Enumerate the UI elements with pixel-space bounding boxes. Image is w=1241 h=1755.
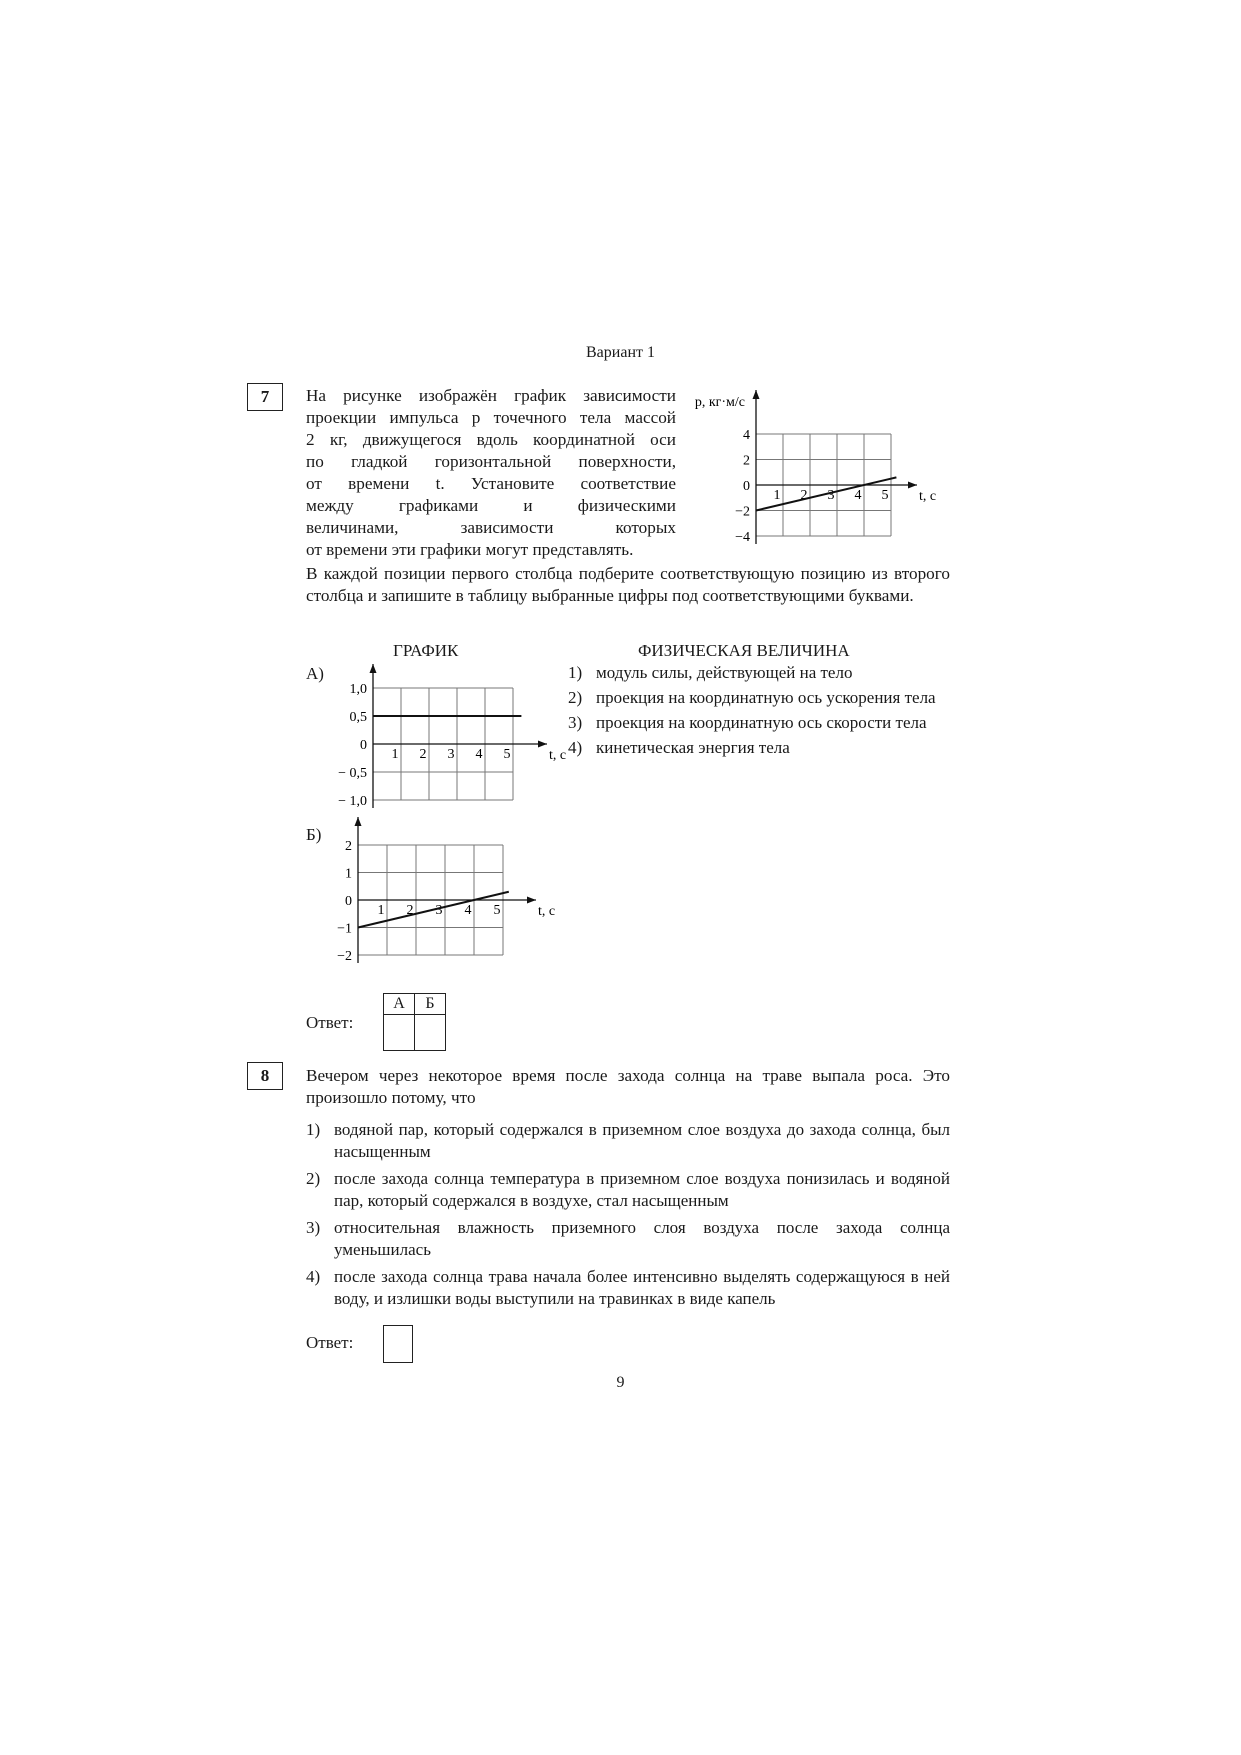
q8-option-3: 3) относительная влажность приземного слоя воздуха после захода солнца уменьшилась (306, 1218, 950, 1259)
column-header-quantity: ФИЗИЧЕСКАЯ ВЕЛИЧИНА (638, 641, 850, 660)
x-tick-label: 4 (475, 747, 483, 762)
question-number-8: 8 (247, 1062, 283, 1090)
x-tick-label: 3 (435, 903, 443, 918)
x-tick-label: 1 (377, 903, 385, 918)
answer-cell-b[interactable] (415, 1015, 446, 1051)
x-tick-label: 3 (447, 747, 455, 762)
q7-option-4: 4) кинетическая энергия тела (568, 738, 790, 757)
graph-b-label: Б) (306, 825, 322, 844)
y-tick-label: 1 (345, 866, 352, 882)
q8-options (306, 1119, 950, 1313)
q7-intro-line: от времени t. Установите соответствие (306, 474, 676, 493)
q7-intro (306, 385, 676, 561)
q8-option-2: 2) после захода солнца температура в приземном слое воздуха понизилась и водяной пар, который содержался в воздухе, стал насыщенным (306, 1169, 950, 1210)
q7-intro-line: На рисунке изображён график зависимости (306, 386, 676, 405)
graph-a-chart (320, 660, 567, 820)
q8-option-4: 4) после захода солнца трава начала более интенсивно выделять содержащуюся в ней воду, и излишки воды выступили на травинках в виде капель (306, 1267, 950, 1308)
q7-intro-line: проекции импульса p точечного тела массой (306, 408, 676, 427)
q7-intro-line: 2 кг, движущегося вдоль координатной оси (306, 430, 676, 449)
q8-answer-label: Ответ: (306, 1333, 354, 1352)
y-tick-label: −2 (337, 949, 352, 964)
y-tick-label: 2 (345, 839, 352, 854)
y-axis-arrow (753, 390, 760, 399)
x-tick-label: 1 (391, 747, 399, 762)
x-axis-arrow (527, 897, 536, 904)
y-axis-label: p, кг·м/с (694, 395, 745, 410)
graph-b-chart (320, 815, 560, 975)
y-tick-label: 0 (743, 479, 750, 494)
x-axis-label: t, с (919, 489, 937, 504)
x-tick-label: 2 (406, 903, 414, 918)
y-tick-label: − 1,0 (338, 794, 367, 809)
answer-cell-a[interactable] (384, 1015, 415, 1051)
x-tick-label: 5 (493, 903, 501, 918)
q7-option-3: 3) проекция на координатную ось скорости тела (568, 713, 927, 732)
x-axis-label: t, с (538, 904, 556, 919)
q8-answer-box[interactable] (383, 1325, 413, 1363)
question-number-7: 7 (247, 383, 283, 411)
momentum-chart (680, 385, 950, 560)
x-axis-arrow (538, 741, 547, 748)
q7-answer-table (383, 993, 446, 1051)
x-axis-arrow (908, 482, 917, 489)
x-tick-label: 1 (773, 488, 781, 503)
y-axis-arrow (355, 817, 362, 826)
y-tick-label: −1 (337, 921, 352, 937)
q7-option-1: 1) модуль силы, действующей на тело (568, 663, 853, 682)
answer-col-b: Б (415, 994, 446, 1015)
column-header-graph: ГРАФИК (393, 641, 459, 660)
page-header: Вариант 1 (586, 344, 655, 361)
q7-intro-line: от времени эти графики могут представлять. (306, 540, 634, 559)
y-tick-label: 0,5 (349, 710, 367, 725)
x-tick-label: 4 (854, 488, 862, 503)
y-tick-label: 2 (743, 453, 750, 469)
x-axis-label: t, с (549, 748, 567, 763)
y-tick-label: − 0,5 (338, 766, 367, 781)
q7-instruction: В каждой позиции первого столбца подберите соответствующую позицию из второго столбца и запишите в таблицу выбранные цифры под соответствующими буквами. (306, 564, 950, 605)
answer-col-a: А (384, 994, 415, 1015)
q7-options (568, 662, 944, 762)
x-tick-label: 5 (503, 747, 511, 762)
y-tick-label: 0 (345, 894, 352, 909)
q7-option-2: 2) проекция на координатную ось ускорения тела (568, 688, 936, 707)
y-tick-label: 0 (360, 738, 367, 753)
graph-a-label: А) (306, 664, 324, 683)
x-tick-label: 2 (800, 488, 808, 503)
page-number: 9 (616, 1374, 625, 1391)
y-axis-arrow (370, 664, 377, 673)
q8-option-1: 1) водяной пар, который содержался в приземном слое воздуха до захода солнца, был насыщенным (306, 1120, 950, 1161)
q7-intro-line: по гладкой горизонтальной поверхности, (306, 452, 676, 471)
q7-answer-label: Ответ: (306, 1013, 354, 1032)
y-tick-label: 1,0 (349, 682, 367, 697)
y-tick-label: −2 (735, 504, 750, 520)
q7-intro-line: между графиками и физическими (306, 496, 676, 515)
y-tick-label: −4 (735, 530, 750, 545)
x-tick-label: 2 (419, 747, 427, 762)
x-tick-label: 5 (881, 488, 889, 503)
x-tick-label: 4 (464, 903, 472, 918)
q8-text: Вечером через некоторое время после захода солнца на траве выпала роса. Это произошло потому, что (306, 1066, 950, 1107)
q7-intro-line: величинами, зависимости которых (306, 518, 676, 537)
y-tick-label: 4 (743, 428, 750, 443)
x-tick-label: 3 (827, 488, 835, 503)
